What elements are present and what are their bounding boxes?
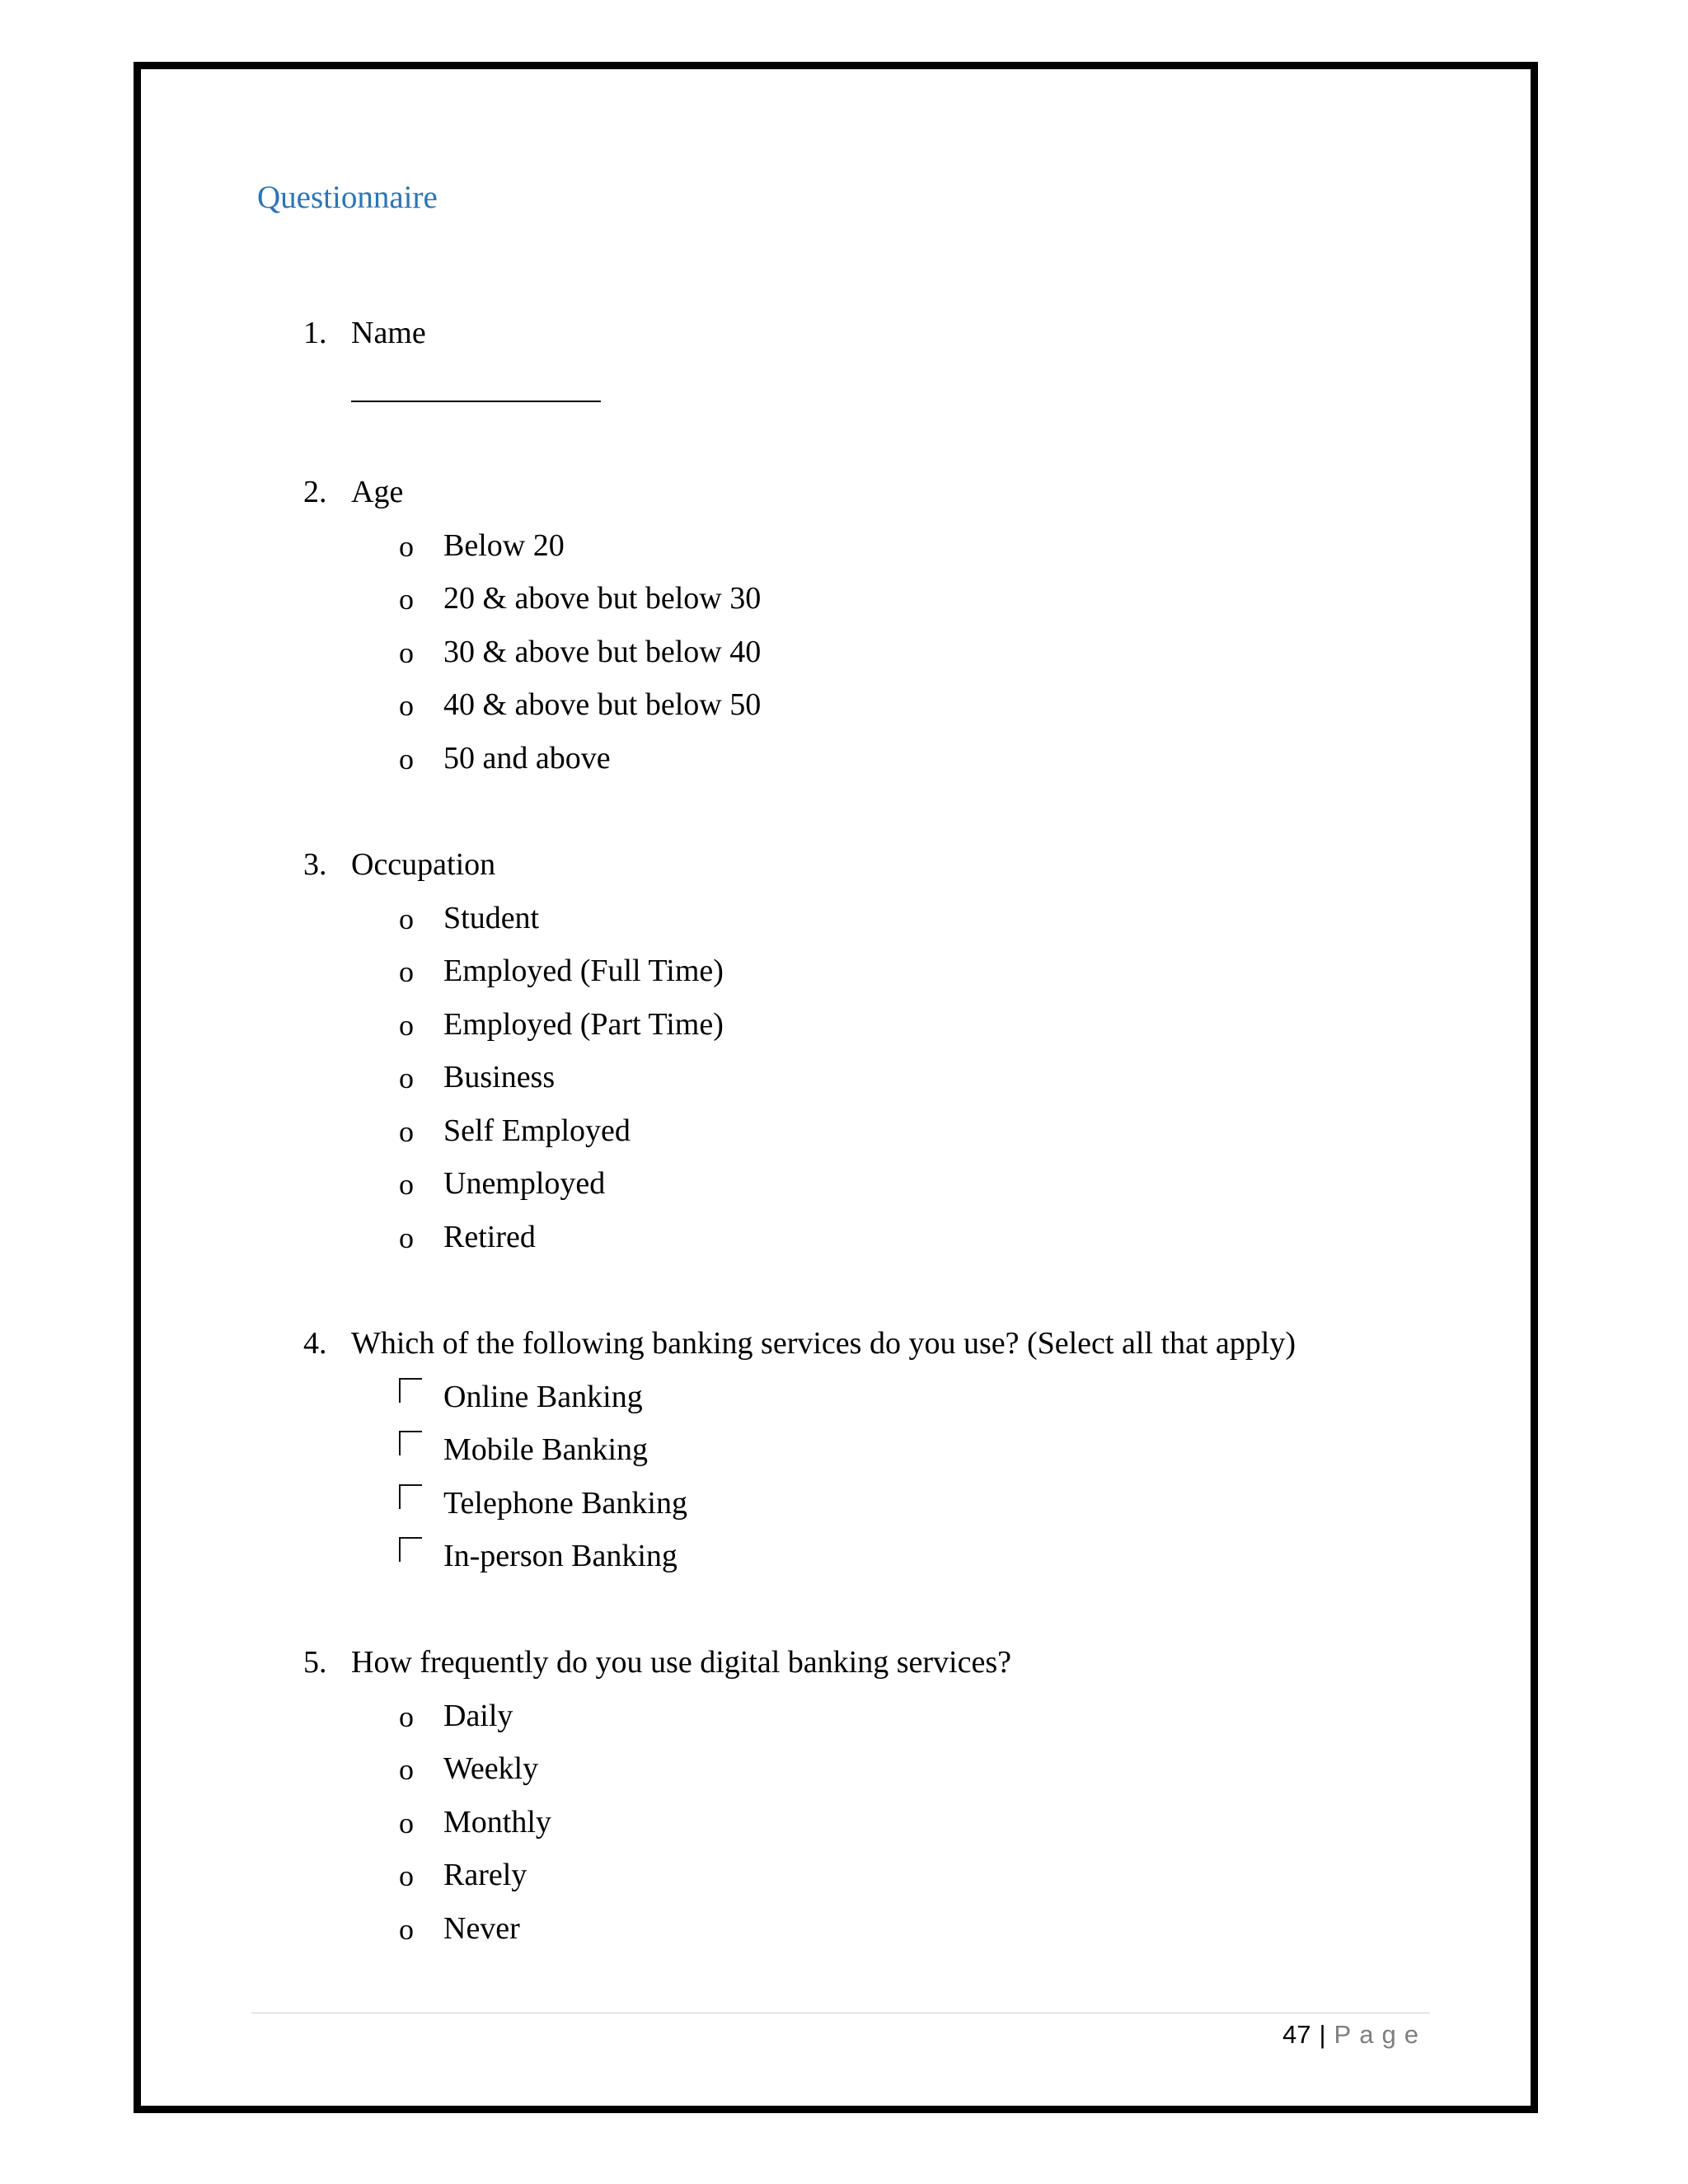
question-text: How frequently do you use digital banking services?	[351, 1645, 1011, 1680]
question-1	[303, 317, 426, 349]
option-label: Daily	[443, 1699, 513, 1733]
option-label: Business	[443, 1060, 556, 1094]
radio-bullet-icon: o	[399, 1221, 414, 1254]
radio-bullet-icon: o	[399, 1753, 414, 1786]
checkbox-icon[interactable]	[399, 1484, 422, 1509]
option-label: Telephone Banking	[443, 1486, 687, 1521]
question-3	[303, 849, 495, 880]
option-label: Mobile Banking	[443, 1432, 649, 1467]
question-number: 4.	[303, 1326, 327, 1361]
question-number: 2.	[303, 475, 327, 509]
checkbox-icon[interactable]	[399, 1431, 422, 1455]
option-label: Self Employed	[443, 1113, 631, 1148]
option-label: Student	[443, 901, 540, 935]
checkbox-icon[interactable]	[399, 1378, 422, 1403]
radio-bullet-icon: o	[399, 1859, 414, 1892]
option-label: 40 & above but below 50	[443, 687, 762, 722]
option-label: 20 & above but below 30	[443, 581, 762, 616]
option-label: Rarely	[443, 1858, 528, 1892]
radio-bullet-icon: o	[399, 1062, 414, 1094]
option-label: Online Banking	[443, 1380, 643, 1414]
radio-bullet-icon: o	[399, 636, 414, 669]
footer-separator: |	[1319, 2020, 1326, 2049]
page-border	[134, 62, 1538, 2113]
page-title: Questionnaire	[257, 180, 438, 215]
option-label: Monthly	[443, 1805, 551, 1840]
option-label: Below 20	[443, 528, 565, 563]
page-label: Page	[1334, 2020, 1427, 2049]
name-answer-line[interactable]	[351, 401, 601, 402]
radio-bullet-icon: o	[399, 743, 414, 776]
option-label: Weekly	[443, 1751, 539, 1786]
option-label: 30 & above but below 40	[443, 635, 762, 669]
radio-bullet-icon: o	[399, 1913, 414, 1946]
question-4	[303, 1328, 1296, 1359]
question-text: Age	[351, 475, 404, 509]
option-label: Never	[443, 1911, 520, 1946]
radio-bullet-icon: o	[399, 530, 414, 563]
checkbox-icon[interactable]	[399, 1537, 422, 1562]
question-text: Name	[351, 316, 426, 350]
radio-bullet-icon: o	[399, 902, 414, 935]
radio-bullet-icon: o	[399, 1009, 414, 1042]
radio-bullet-icon: o	[399, 583, 414, 616]
option-label: Employed (Full Time)	[443, 954, 724, 988]
radio-bullet-icon: o	[399, 1168, 414, 1201]
question-text: Occupation	[351, 847, 496, 882]
question-text: Which of the following banking services do you use? (Select all that apply)	[351, 1326, 1296, 1361]
radio-bullet-icon: o	[399, 1115, 414, 1148]
radio-bullet-icon: o	[399, 689, 414, 722]
option-label: In-person Banking	[443, 1539, 678, 1573]
option-label: 50 and above	[443, 741, 611, 776]
page-number: 47	[1282, 2020, 1311, 2049]
question-2	[303, 476, 403, 508]
question-5	[303, 1647, 1011, 1678]
option-label: Employed (Part Time)	[443, 1007, 724, 1042]
radio-bullet-icon: o	[399, 1700, 414, 1733]
option-label: Unemployed	[443, 1166, 606, 1201]
question-number: 1.	[303, 316, 327, 350]
question-number: 5.	[303, 1645, 327, 1680]
radio-bullet-icon: o	[399, 1807, 414, 1840]
question-number: 3.	[303, 847, 327, 882]
option-label: Retired	[443, 1220, 536, 1254]
page-footer	[1282, 2022, 1427, 2047]
radio-bullet-icon: o	[399, 955, 414, 988]
